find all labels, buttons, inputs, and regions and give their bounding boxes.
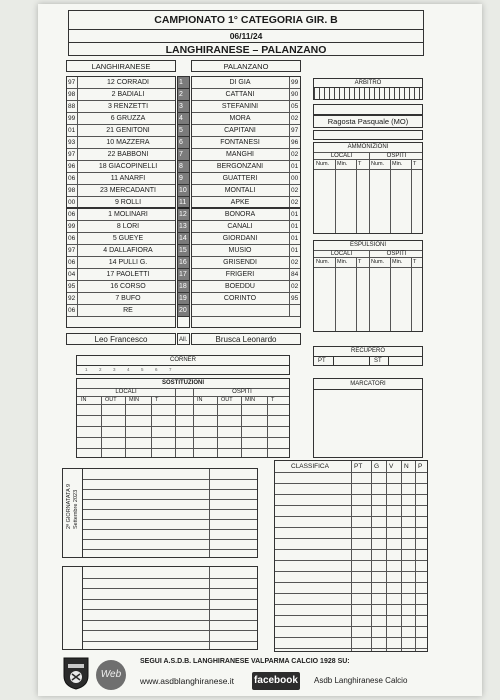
championship-title: CAMPIONATO 1° CATEGORIA GIR. B	[154, 14, 338, 26]
shirt-number	[178, 293, 189, 305]
corner-slot: 1	[85, 367, 88, 372]
scorers-box	[313, 378, 423, 458]
shirt-number-label: 16	[179, 259, 187, 266]
away-coach: Brusca Leonardo	[215, 335, 277, 344]
home-player-row	[67, 245, 175, 257]
shirt-number	[178, 233, 189, 245]
home-player-row	[67, 269, 175, 281]
corner-slot: 4	[127, 367, 130, 372]
birth-year-cell	[67, 89, 78, 100]
birth-year: 02	[291, 151, 299, 158]
corner-slot: 6	[155, 367, 158, 372]
birth-year: 00	[291, 175, 299, 182]
home-player-row	[67, 161, 175, 173]
birth-year-cell	[67, 305, 78, 316]
subs-column-header: T	[155, 397, 159, 403]
player-name: APKE	[230, 199, 250, 206]
player-name: 10 MAZZERA	[106, 139, 150, 146]
espulsioni-away-label: OSPITI	[386, 251, 407, 257]
player-name: GIORDANI	[222, 235, 258, 242]
shirt-number	[178, 101, 189, 113]
shirt-number	[178, 161, 189, 173]
home-player-row	[67, 257, 175, 269]
standings-column-header: N	[404, 463, 409, 470]
shirt-number	[178, 125, 189, 137]
player-name: RE	[123, 307, 133, 314]
birth-year-cell	[289, 245, 300, 256]
giornata-label: 2ª GIORNATATA 9 Settembre 2023	[66, 483, 79, 529]
player-name: 8 LORI	[116, 223, 140, 230]
birth-year-cell	[289, 305, 300, 316]
corner-slot: 2	[99, 367, 102, 372]
birth-year-cell	[67, 245, 78, 256]
corner-box	[76, 355, 290, 375]
home-player-row	[67, 89, 175, 101]
subs-column-header: IN	[197, 397, 203, 403]
birth-year-cell	[67, 125, 78, 136]
club-crest-icon	[62, 656, 90, 690]
player-name: 5 GUEYE	[112, 235, 144, 242]
expulsions-label: ESPULSIONI	[349, 242, 386, 248]
away-player-row	[192, 125, 300, 137]
birth-year: 95	[291, 295, 299, 302]
birth-year-cell	[67, 293, 78, 304]
player-name: 12 CORRADI	[106, 79, 149, 86]
shirt-number	[178, 269, 189, 281]
home-player-row	[67, 137, 175, 149]
player-name: 4 DALLAFIORA	[103, 247, 153, 254]
ammonizioni-column-header: Min.	[337, 161, 348, 167]
birth-year: 02	[291, 187, 299, 194]
home-player-row	[67, 233, 175, 245]
stoppage-time-box	[313, 346, 423, 366]
subs-column-header: OUT	[221, 397, 233, 403]
player-name: BONORA	[224, 211, 256, 218]
player-name: 21 GENITONI	[106, 127, 150, 134]
birth-year-cell	[289, 173, 300, 184]
birth-year: 90	[291, 91, 299, 98]
birth-year: 05	[291, 103, 299, 110]
birth-year-cell	[67, 233, 78, 244]
shirt-number	[178, 257, 189, 269]
standings-column-header: P	[418, 463, 423, 470]
lower-left-table	[62, 566, 258, 650]
standings-label: CLASSIFICA	[291, 463, 329, 470]
birth-year: 02	[291, 199, 299, 206]
shirt-number	[178, 149, 189, 161]
away-player-row	[192, 173, 300, 185]
follow-text: SEGUI A.S.D.B. LANGHIRANESE VALPARMA CALCIO 1928 SU:	[140, 658, 350, 665]
shirt-number-label: 13	[179, 223, 187, 230]
shirt-number-label: 15	[179, 247, 187, 254]
corner-slot: 5	[141, 367, 144, 372]
home-player-row	[67, 305, 175, 317]
player-name: 22 BABBONI	[107, 151, 149, 158]
expulsions-box	[313, 240, 423, 332]
birth-year: 97	[68, 247, 76, 254]
cautions-label: AMMONIZIONI	[347, 144, 389, 150]
away-player-row	[192, 257, 300, 269]
shirt-number	[178, 137, 189, 149]
corner-label: CORNER	[169, 357, 196, 363]
ammonizioni-away-label: OSPITI	[386, 153, 407, 159]
player-name: FRIGERI	[225, 271, 255, 278]
birth-year-cell	[289, 77, 300, 88]
all-label: All.	[179, 337, 188, 343]
home-player-row	[67, 149, 175, 161]
birth-year: 06	[68, 259, 76, 266]
player-name: CAPITANI	[224, 127, 256, 134]
shirt-number	[178, 221, 189, 233]
birth-year: 93	[68, 139, 76, 146]
scorers-label: MARCATORI	[350, 381, 386, 387]
birth-year: 01	[291, 223, 299, 230]
birth-year-cell	[289, 281, 300, 292]
birth-year: 96	[68, 163, 76, 170]
match-sheet	[38, 4, 482, 696]
birth-year-cell	[67, 77, 78, 88]
home-player-row	[67, 113, 175, 125]
player-name: 9 ROLLI	[114, 199, 142, 206]
subs-column-header: MIN	[245, 397, 256, 403]
birth-year-cell	[289, 293, 300, 304]
standings-table	[274, 460, 428, 652]
player-name: CORINTO	[223, 295, 257, 302]
espulsioni-column-header: T	[358, 259, 362, 265]
home-lineup	[66, 76, 176, 328]
shirt-number	[178, 245, 189, 257]
birth-year: 97	[291, 127, 299, 134]
birth-year-cell	[289, 269, 300, 280]
birth-year-cell	[289, 101, 300, 112]
birth-year-cell	[67, 269, 78, 280]
player-name: BOEDDU	[225, 283, 255, 290]
header-box	[68, 10, 424, 56]
birth-year: 06	[68, 235, 76, 242]
subs-column-header: T	[271, 397, 275, 403]
shirt-number	[178, 209, 189, 221]
birth-year: 06	[68, 307, 76, 314]
shirt-number-label: 5	[179, 127, 183, 134]
home-player-row	[67, 281, 175, 293]
referee-label: ARBITRO	[354, 80, 382, 86]
home-player-row	[67, 185, 175, 197]
espulsioni-column-header: Min.	[337, 259, 348, 265]
birth-year: 06	[68, 175, 76, 182]
home-player-row	[67, 293, 175, 305]
birth-year: 02	[291, 115, 299, 122]
referee-extra-box	[313, 130, 423, 140]
birth-year: 01	[291, 247, 299, 254]
player-name: 6 GRUZZA	[110, 115, 146, 122]
player-name: MORA	[229, 115, 251, 122]
player-name: 7 BUFO	[115, 295, 141, 302]
birth-year-cell	[289, 185, 300, 196]
home-coach-box	[66, 333, 176, 345]
birth-year: 99	[68, 223, 76, 230]
away-player-row	[192, 293, 300, 305]
birth-year-cell	[289, 89, 300, 100]
birth-year-cell	[289, 233, 300, 244]
birth-year: 95	[68, 283, 76, 290]
away-player-row	[192, 149, 300, 161]
all-label-box	[177, 333, 190, 345]
player-name: MANGHI	[226, 151, 254, 158]
subs-column-header: MIN	[129, 397, 140, 403]
shirt-number	[178, 173, 189, 185]
away-player-row	[192, 197, 300, 209]
espulsioni-home-label: LOCALI	[330, 251, 353, 257]
birth-year: 01	[291, 235, 299, 242]
espulsioni-column-header: Num.	[371, 259, 385, 265]
away-player-row	[192, 89, 300, 101]
away-team-name: PALANZANO	[223, 62, 269, 71]
birth-year: 97	[68, 79, 76, 86]
birth-year: 98	[68, 187, 76, 194]
shirt-number-label: 11	[179, 199, 187, 206]
birth-year: 96	[291, 139, 299, 146]
shirt-number-label: 3	[179, 103, 183, 110]
birth-year: 97	[68, 151, 76, 158]
shirt-number-label: 1	[179, 79, 183, 86]
facebook-label: facebook	[254, 675, 298, 686]
shirt-number	[178, 89, 189, 101]
birth-year: 02	[291, 283, 299, 290]
birth-year-cell	[289, 197, 300, 207]
birth-year-cell	[289, 113, 300, 124]
birth-year: 00	[68, 199, 76, 206]
birth-year: 06	[68, 211, 76, 218]
birth-year: 92	[68, 295, 76, 302]
giornata-stub	[63, 469, 83, 557]
shirt-number-label: 2	[179, 91, 183, 98]
birth-year-cell	[67, 173, 78, 184]
birth-year: 01	[68, 127, 76, 134]
away-player-row	[192, 185, 300, 197]
birth-year: 01	[291, 163, 299, 170]
home-player-row	[67, 125, 175, 137]
birth-year-cell	[67, 257, 78, 268]
shirt-number	[178, 77, 189, 89]
birth-year-cell	[67, 101, 78, 112]
birth-year: 98	[68, 91, 76, 98]
substitutions-box	[76, 378, 290, 458]
birth-year-cell	[67, 113, 78, 124]
ammonizioni-column-header: Num.	[316, 161, 330, 167]
birth-year-cell	[67, 197, 78, 207]
home-player-row	[67, 173, 175, 185]
player-name: 17 PAOLETTI	[106, 271, 150, 278]
espulsioni-column-header: Num.	[316, 259, 330, 265]
referee-box	[313, 78, 423, 100]
home-player-row	[67, 197, 175, 209]
shirt-number-label: 18	[179, 283, 187, 290]
ammonizioni-home-label: LOCALI	[330, 153, 353, 159]
birth-year-cell	[289, 209, 300, 220]
player-name: DI GIA	[229, 79, 251, 86]
player-name: 1 MOLINARI	[108, 211, 148, 218]
player-name: 16 CORSO	[110, 283, 146, 290]
player-name: CANALI	[227, 223, 253, 230]
home-player-row	[67, 101, 175, 113]
away-player-row	[192, 161, 300, 173]
shirt-number-label: 12	[179, 211, 187, 218]
player-name: FONTANESI	[220, 139, 260, 146]
subs-away-label: OSPITI	[232, 389, 252, 395]
player-name: MUSIO	[228, 247, 252, 254]
shirt-number-label: 14	[179, 235, 187, 242]
away-player-row	[192, 101, 300, 113]
away-player-row	[192, 113, 300, 125]
away-player-row	[192, 77, 300, 89]
birth-year: 84	[291, 271, 299, 278]
ammonizioni-column-header: Num.	[371, 161, 385, 167]
standings-column-header: PT	[354, 463, 363, 470]
birth-year: 04	[68, 271, 76, 278]
birth-year-cell	[67, 161, 78, 172]
away-player-row	[192, 137, 300, 149]
away-player-row	[192, 269, 300, 281]
shirt-number	[178, 185, 189, 197]
shirt-number-label: 17	[179, 271, 187, 278]
shirt-number	[178, 197, 189, 209]
player-name: GRISENDI	[223, 259, 257, 266]
birth-year-cell	[289, 257, 300, 268]
website-link[interactable]: www.asdblanghiranese.it	[140, 676, 235, 686]
facebook-page[interactable]: Asdb Langhiranese Calcio	[314, 676, 408, 685]
shirt-number-label: 6	[179, 139, 183, 146]
second-half-label: ST	[374, 358, 382, 364]
web-icon	[96, 660, 126, 690]
birth-year-cell	[289, 149, 300, 160]
corner-slot: 7	[169, 367, 172, 372]
web-label: Web	[100, 669, 122, 680]
away-player-row	[192, 221, 300, 233]
shirt-number-label: 20	[179, 307, 187, 314]
player-name: BERGONZANI	[216, 163, 264, 170]
shirt-number-label: 4	[179, 115, 183, 122]
espulsioni-column-header: Min.	[392, 259, 403, 265]
shirt-number-label: 9	[179, 175, 183, 182]
home-team-header	[66, 60, 176, 72]
birth-year: 02	[291, 259, 299, 266]
first-half-label: PT	[318, 358, 326, 364]
away-coach-box	[191, 333, 301, 345]
giornata-table	[62, 468, 258, 558]
birth-year: 99	[291, 79, 299, 86]
home-coach: Leo Francesco	[94, 335, 148, 344]
standings-column-header: V	[389, 463, 394, 470]
player-name: 2 BADIALI	[111, 91, 145, 98]
birth-year-cell	[289, 221, 300, 232]
ammonizioni-column-header: T	[358, 161, 362, 167]
subs-column-header: OUT	[105, 397, 117, 403]
birth-year-cell	[67, 185, 78, 196]
espulsioni-column-header: T	[413, 259, 417, 265]
subs-home-label: LOCALI	[115, 389, 137, 395]
away-player-row	[192, 233, 300, 245]
birth-year: 99	[68, 115, 76, 122]
away-player-row	[192, 245, 300, 257]
shirt-number	[178, 113, 189, 125]
ammonizioni-column-header: Min.	[392, 161, 403, 167]
player-name: GUATTERI	[222, 175, 258, 182]
referee-name-field	[313, 114, 423, 128]
shirt-number	[178, 305, 189, 317]
birth-year: 88	[68, 103, 76, 110]
away-lineup	[191, 76, 301, 328]
shirt-number-column	[177, 76, 190, 328]
away-team-header	[191, 60, 301, 72]
facebook-logo[interactable]	[252, 672, 300, 690]
shirt-number-label: 10	[179, 187, 187, 194]
birth-year-cell	[67, 149, 78, 160]
birth-year-cell	[67, 281, 78, 292]
stoppage-time-label: RECUPERO	[350, 348, 385, 354]
referee-name: Ragosta Pasquale (MO)	[327, 117, 409, 126]
standings-column-header: G	[374, 463, 380, 470]
birth-year-cell	[67, 221, 78, 232]
home-player-row	[67, 77, 175, 89]
shirt-number-label: 19	[179, 295, 187, 302]
birth-year-cell	[289, 125, 300, 136]
home-player-row	[67, 209, 175, 221]
shirt-number-label: 8	[179, 163, 183, 170]
match-date: 06/11/24	[229, 31, 263, 41]
player-name: CATTANI	[225, 91, 255, 98]
player-name: STEFANINI	[221, 103, 259, 110]
player-name: 11 ANARFI	[110, 175, 146, 182]
birth-year-cell	[289, 161, 300, 172]
player-name: 14 PULLI G.	[108, 259, 148, 266]
birth-year-cell	[67, 209, 78, 220]
match-title: LANGHIRANESE – PALANZANO	[165, 44, 327, 56]
away-player-row	[192, 209, 300, 221]
corner-slot: 3	[113, 367, 116, 372]
shirt-number	[178, 281, 189, 293]
birth-year-cell	[67, 137, 78, 148]
player-name: 18 GIACOPINELLI	[98, 163, 158, 170]
home-team-name: LANGHIRANESE	[91, 62, 151, 71]
birth-year: 01	[291, 211, 299, 218]
footer	[38, 654, 482, 696]
player-name: 23 MERCADANTI	[99, 187, 156, 194]
substitutions-label: SOSTITUZIONI	[162, 380, 204, 386]
player-name: MONTALI	[224, 187, 256, 194]
player-name: 3 RENZETTI	[107, 103, 149, 110]
cautions-box	[313, 142, 423, 234]
birth-year-cell	[289, 137, 300, 148]
away-player-row	[192, 281, 300, 293]
shirt-number-label: 7	[179, 151, 183, 158]
away-player-row	[192, 305, 300, 317]
home-player-row	[67, 221, 175, 233]
subs-column-header: IN	[81, 397, 87, 403]
ammonizioni-column-header: T	[413, 161, 417, 167]
